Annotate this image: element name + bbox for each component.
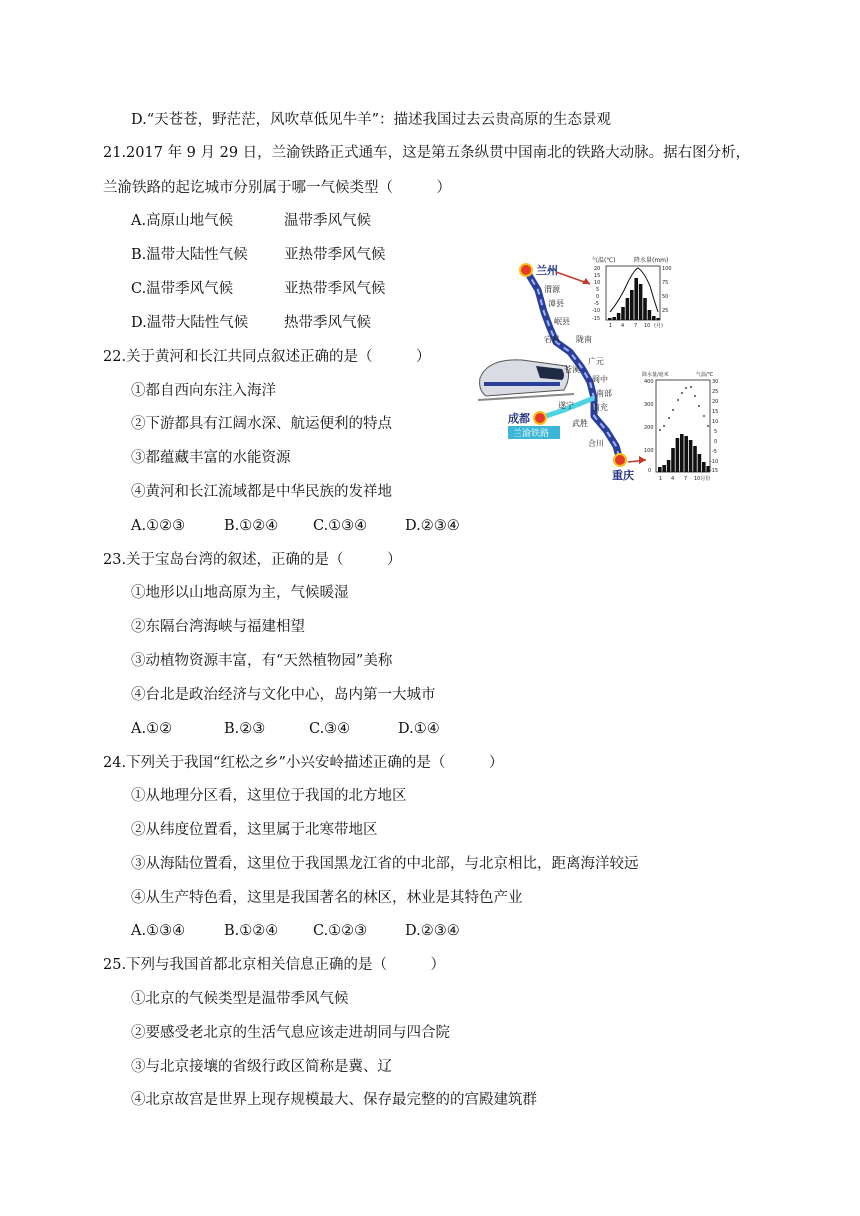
q21-option-b [131, 245, 386, 265]
svg-text:-5: -5 [712, 449, 717, 455]
top-precip-label: 降水量(mm) [634, 257, 669, 264]
svg-text:15: 15 [594, 273, 601, 279]
q21-option-b-label: B.温带大陆性气候 [131, 247, 248, 263]
svg-text:1: 1 [609, 323, 613, 329]
svg-text:-5: -5 [594, 301, 599, 307]
q22-stem: 22.关于黄河和长江共同点叙述正确的是（ ） [103, 349, 431, 365]
q23-choice-a: A.①② [131, 721, 173, 737]
svg-text:(月): (月) [654, 323, 663, 329]
station-nanbu: 南部 [596, 389, 612, 398]
svg-text:20: 20 [712, 399, 719, 405]
q25-item-1: ①北京的气候类型是温带季风气候 [131, 991, 349, 1007]
q22-item-4: ④黄河和长江流域都是中华民族的发祥地 [131, 484, 392, 500]
q24-choice-d: D.②③④ [405, 923, 460, 939]
station-minxian: 岷县 [554, 317, 570, 326]
bottom-temp-dots [659, 386, 709, 431]
svg-text:-15: -15 [592, 316, 601, 322]
q21-option-c-value: 亚热带季风气候 [284, 281, 386, 297]
q21-option-a-value: 温带季风气候 [284, 213, 371, 229]
railway-climate-figure [478, 250, 726, 486]
q24-choice-b: B.①②④ [224, 923, 279, 939]
q21-option-d-label: D.温带大陆性气候 [131, 315, 249, 331]
svg-text:1: 1 [659, 476, 663, 482]
q21-option-a-label: A.高原山地气候 [131, 213, 234, 229]
q25-stem: 25.下列与我国首都北京相关信息正确的是（ ） [103, 957, 446, 973]
q23-item-1: ①地形以山地高原为主，气候暖湿 [131, 585, 349, 601]
svg-text:50: 50 [662, 294, 669, 300]
station-langzhong: 阆中 [592, 375, 608, 384]
railway-map-svg [478, 250, 726, 486]
station-cangxi: 苍溪 [564, 365, 580, 374]
q24-item-2: ②从纬度位置看，这里属于北寒带地区 [131, 822, 378, 838]
bottom-precip-label: 降水量/毫米 [642, 372, 669, 378]
q24-item-4: ④从生产特色看，这里是我国著名的林区，林业是其特色产业 [131, 890, 523, 906]
q22-choice-b: B.①②④ [224, 518, 279, 534]
q21-option-d-value: 热带季风气候 [284, 315, 371, 331]
bottom-precip-bars [658, 434, 710, 472]
q22-choice-c: C.①③④ [313, 518, 368, 534]
q24-item-1: ①从地理分区看，这里位于我国的北方地区 [131, 788, 407, 804]
q21-option-a [131, 211, 371, 231]
svg-text:200: 200 [644, 425, 654, 431]
svg-text:5: 5 [714, 429, 718, 435]
svg-text:100: 100 [644, 448, 654, 454]
station-weiyuan: 渭源 [544, 285, 560, 294]
top-temp-curve [610, 268, 658, 312]
svg-text:75: 75 [662, 280, 669, 286]
q24-choices [131, 921, 460, 941]
svg-text:4: 4 [621, 323, 625, 329]
q24-stem: 24.下列关于我国“红松之乡”小兴安岭描述正确的是（ ） [103, 755, 504, 771]
svg-text:20: 20 [594, 266, 601, 272]
svg-text:5: 5 [596, 287, 600, 293]
svg-text:25: 25 [662, 308, 669, 314]
svg-text:7: 7 [634, 323, 638, 329]
svg-text:25: 25 [712, 389, 719, 395]
svg-text:0: 0 [596, 294, 600, 300]
svg-text:7: 7 [684, 476, 688, 482]
station-suining: 遂宁 [558, 401, 574, 410]
q22-item-2: ②下游都具有江阔水深、航运便利的特点 [131, 416, 392, 432]
chongqing-climate-chart [642, 371, 718, 482]
svg-text:0: 0 [648, 468, 652, 474]
svg-text:10: 10 [712, 419, 719, 425]
svg-text:4: 4 [671, 476, 675, 482]
q23-choice-d: D.①④ [398, 721, 440, 737]
q21-option-c-label: C.温带季风气候 [131, 281, 234, 297]
station-chongqing: 重庆 [612, 469, 634, 482]
svg-text:30: 30 [712, 379, 719, 385]
bottom-temp-label: 气温/℃ [696, 372, 714, 378]
q21-option-c [131, 279, 386, 299]
station-wusheng: 武胜 [572, 419, 588, 428]
station-lanzhou: 兰州 [536, 264, 558, 277]
lanzhou-marker [520, 264, 532, 276]
svg-text:15: 15 [712, 409, 719, 415]
q22-choices [131, 516, 460, 536]
svg-text:400: 400 [644, 379, 654, 385]
q24-choice-a: A.①③④ [131, 923, 186, 939]
svg-text:10: 10 [644, 323, 651, 329]
q22-item-1: ①都自西向东注入海洋 [131, 383, 276, 399]
q21-option-b-value: 亚热带季风气候 [284, 247, 386, 263]
station-longnan: 陇南 [576, 335, 592, 344]
station-nanchong: 南充 [592, 403, 608, 412]
q23-choices [131, 719, 440, 739]
station-chengdu: 成都 [508, 412, 530, 425]
top-precip-bars [608, 278, 660, 320]
q25-item-2: ②要感受老北京的生活气息应该走进胡同与四合院 [131, 1025, 450, 1041]
q23-stem: 23.关于宝岛台湾的叙述，正确的是（ ） [103, 552, 402, 568]
q21-stem-line2: 兰渝铁路的起讫城市分别属于哪一气候类型（ ） [103, 180, 451, 196]
q21-option-d [131, 313, 371, 333]
svg-text:10月份: 10月份 [694, 476, 711, 482]
svg-text:-15: -15 [710, 468, 719, 474]
station-guangyuan: 广元 [588, 357, 604, 366]
q22-choice-a: A.①②③ [131, 518, 186, 534]
q23-item-3: ③动植物资源丰富，有“天然植物园”美称 [131, 653, 393, 669]
svg-text:-10: -10 [710, 459, 719, 465]
q23-item-4: ④台北是政治经济与文化中心，岛内第一大城市 [131, 687, 436, 703]
q25-item-4: ④北京故宫是世界上现存规模最大、保存最完整的的宫殿建筑群 [131, 1092, 537, 1108]
chongqing-marker [614, 454, 626, 466]
lanzhou-climate-chart [592, 256, 672, 329]
q25-item-3: ③与北京接壤的省级行政区简称是冀、辽 [131, 1059, 392, 1075]
q24-item-3: ③从海陆位置看，这里位于我国黑龙江省的中北部，与北京相比，距离海洋较远 [131, 856, 639, 872]
q20-option-d: D.“天苍苍，野茫茫，风吹草低见牛羊”：描述我国过去云贵高原的生态景观 [131, 112, 612, 128]
chengdu-marker [534, 412, 546, 424]
q24-choice-c: C.①②③ [313, 923, 368, 939]
svg-text:0: 0 [714, 439, 718, 445]
q23-item-2: ②东隔台湾海峡与福建相望 [131, 619, 305, 635]
svg-text:300: 300 [644, 402, 654, 408]
q23-choice-b: B.②③ [224, 721, 266, 737]
svg-text:10: 10 [594, 280, 601, 286]
svg-text:100: 100 [662, 266, 672, 272]
train-icon [478, 360, 574, 400]
q22-choice-d: D.②③④ [405, 518, 460, 534]
station-dangchang: 宕昌 [544, 335, 560, 344]
q21-stem-line1: 21.2017 年 9 月 29 日，兰渝铁路正式通车，这是第五条纵贯中国南北的铁路大动脉。据右图分析， [103, 145, 751, 161]
top-temp-label: 气温(℃) [592, 257, 616, 264]
station-hechuan: 合川 [588, 439, 604, 448]
station-zhangxian: 漳县 [548, 299, 564, 308]
q22-item-3: ③都蕴藏丰富的水能资源 [131, 450, 291, 466]
svg-text:-10: -10 [592, 308, 601, 314]
q23-choice-c: C.③④ [309, 721, 351, 737]
railway-label: 兰渝铁路 [513, 429, 550, 439]
